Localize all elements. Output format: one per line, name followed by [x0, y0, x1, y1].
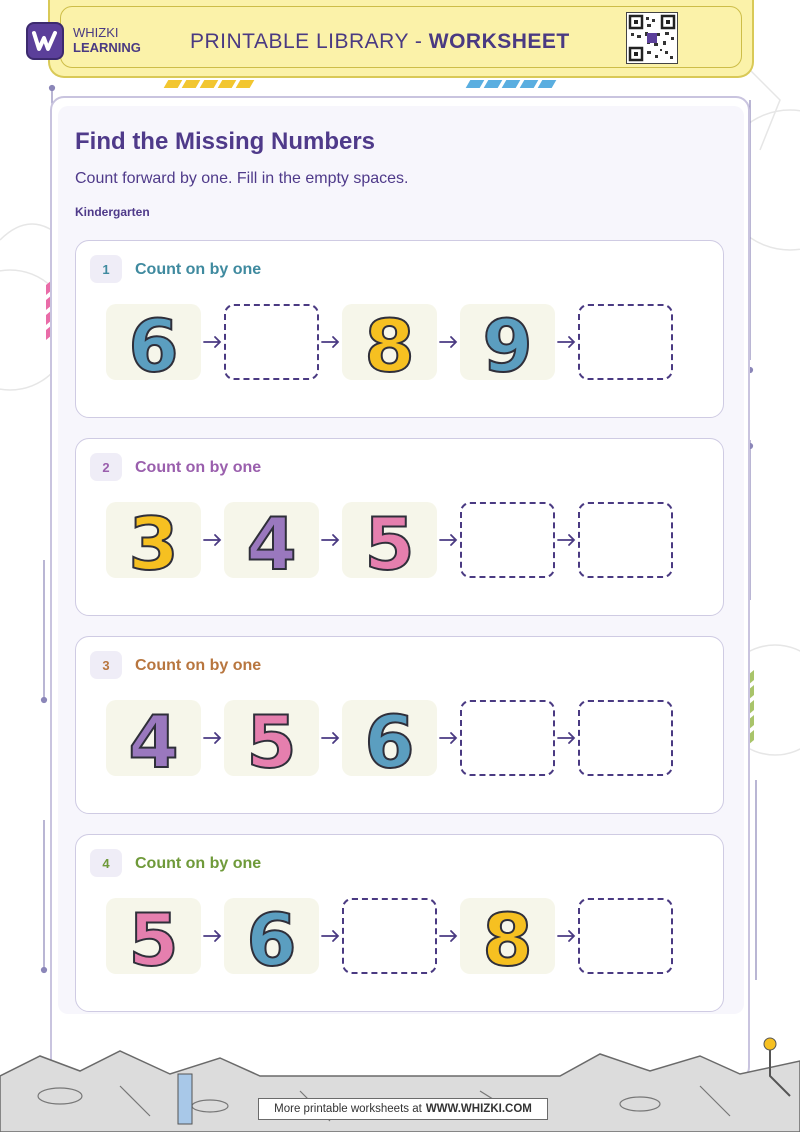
arrow-right-icon [438, 730, 460, 746]
number-glyph [106, 700, 201, 776]
w-logo-glyph [31, 28, 59, 54]
number-value: 6 [364, 700, 415, 776]
number-glyph [342, 502, 437, 578]
answer-box[interactable] [224, 304, 319, 380]
qr-code-pattern [627, 13, 677, 63]
exercise-label: Count on by one [135, 459, 262, 476]
number-tile [106, 898, 201, 974]
arrow-right-icon [556, 730, 578, 746]
answer-box[interactable] [578, 502, 673, 578]
number-glyph [460, 304, 555, 380]
number-tile [342, 304, 437, 380]
number-tile [342, 502, 437, 578]
number-value: 5 [128, 898, 179, 974]
number-tile [342, 700, 437, 776]
arrow-right-icon [556, 334, 578, 350]
arrow-right-icon [320, 532, 342, 548]
number-glyph [342, 700, 437, 776]
arrow-right-icon [556, 928, 578, 944]
arrow-right-icon [438, 928, 460, 944]
number-tile [224, 502, 319, 578]
arrow-right-icon [556, 532, 578, 548]
arrow-right-icon [202, 730, 224, 746]
number-glyph [106, 304, 201, 380]
answer-box[interactable] [578, 304, 673, 380]
brand-line-2: LEARNING [73, 40, 141, 55]
qr-code-icon[interactable] [626, 12, 678, 64]
footer-link[interactable] [258, 1098, 548, 1120]
answer-box[interactable] [578, 898, 673, 974]
arrow-right-icon [320, 730, 342, 746]
header-title-prefix: PRINTABLE LIBRARY - [190, 30, 429, 53]
number-value: 8 [364, 304, 415, 380]
blue-stripe-deco [468, 80, 554, 90]
number-value: 3 [128, 502, 179, 578]
header-title [190, 30, 570, 54]
header-title-bold: WORKSHEET [428, 30, 570, 53]
number-tile [460, 304, 555, 380]
number-tile [106, 700, 201, 776]
number-value: 6 [128, 304, 179, 380]
number-tile [106, 502, 201, 578]
number-glyph [342, 304, 437, 380]
footer-url[interactable]: WWW.WHIZKI.COM [425, 1103, 532, 1115]
arrow-right-icon [438, 334, 460, 350]
exercise-label: Count on by one [135, 855, 262, 872]
number-tile [460, 898, 555, 974]
number-tile [224, 700, 319, 776]
exercise-card [75, 636, 724, 814]
answer-box[interactable] [460, 700, 555, 776]
exercise-number: 1 [90, 255, 122, 283]
arrow-right-icon [320, 334, 342, 350]
exercise-card [75, 834, 724, 1012]
number-glyph [224, 898, 319, 974]
exercise-label: Count on by one [135, 261, 262, 278]
worksheet-instructions: Count forward by one. Fill in the empty spaces. [75, 170, 409, 187]
exercise-number: 2 [90, 453, 122, 481]
exercise-number: 4 [90, 849, 122, 877]
number-value: 8 [482, 898, 533, 974]
number-value: 4 [128, 700, 179, 776]
footer-text: More printable worksheets at [274, 1103, 422, 1115]
brand-line-1: WHIZKI [73, 25, 119, 40]
number-glyph [224, 700, 319, 776]
answer-box[interactable] [342, 898, 437, 974]
arrow-right-icon [320, 928, 342, 944]
arrow-right-icon [202, 928, 224, 944]
number-value: 4 [246, 502, 297, 578]
number-glyph [106, 502, 201, 578]
number-glyph [460, 898, 555, 974]
exercise-label: Count on by one [135, 657, 262, 674]
number-value: 5 [246, 700, 297, 776]
arrow-right-icon [438, 532, 460, 548]
number-tile [224, 898, 319, 974]
number-glyph [224, 502, 319, 578]
arrow-right-icon [202, 334, 224, 350]
w-logo-icon [26, 22, 64, 60]
number-glyph [106, 898, 201, 974]
exercise-card [75, 438, 724, 616]
number-value: 9 [482, 304, 533, 380]
number-tile [106, 304, 201, 380]
yellow-stripe-deco [166, 80, 252, 90]
answer-box[interactable] [578, 700, 673, 776]
exercise-card [75, 240, 724, 418]
number-value: 5 [364, 502, 415, 578]
arrow-right-icon [202, 532, 224, 548]
answer-box[interactable] [460, 502, 555, 578]
worksheet-title: Find the Missing Numbers [75, 128, 376, 155]
grade-level: Kindergarten [75, 205, 150, 219]
brand-name [73, 25, 141, 55]
exercise-number: 3 [90, 651, 122, 679]
number-value: 6 [246, 898, 297, 974]
